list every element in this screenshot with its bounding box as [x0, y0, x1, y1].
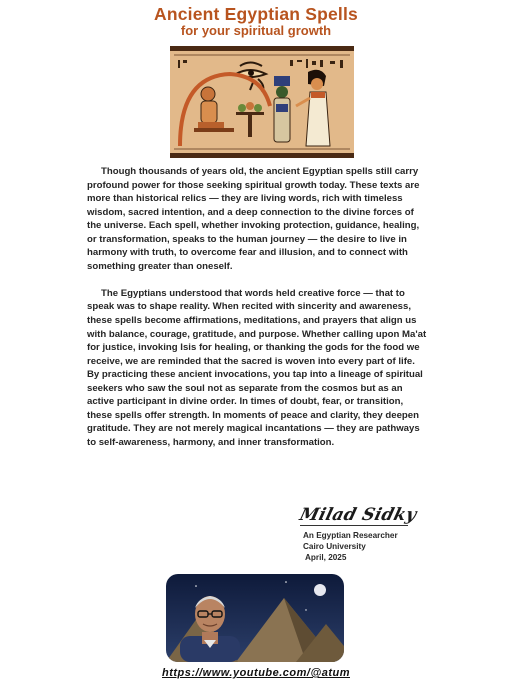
- author-role: An Egyptian Researcher: [303, 531, 398, 540]
- papyrus-illustration: [170, 46, 354, 158]
- signature-underline: [300, 525, 408, 526]
- page-subtitle: for your spiritual growth: [180, 23, 332, 38]
- page-title: Ancient Egyptian Spells: [154, 4, 358, 24]
- article-paragraph: The Egyptians understood that words held creative force — that to speak was to shape reality. When recited with sincerity and awareness, these spells become affirmations, meditations, and prayers that align us with balance, courage, gratitude, and purpose. Whether calling upon Ma'at for justice, invoking Isis for healing, or thanking the gods for the food we receive, we are reminded that the sacred is woven into every part of life.: [87, 287, 427, 367]
- youtube-link[interactable]: https://www.youtube.com/@atum: [162, 667, 350, 679]
- author-date: April, 2025: [305, 553, 347, 562]
- article-paragraph: Though thousands of years old, the ancient Egyptian spells still carry profound power for those seeking spiritual growth today. These texts are more than historical relics — they are living words, rich with timeless wisdom, sacred intention, and a deep connection to the divine forces of the universe. Each spell, whether invoking protection, guidance, healing, or transformation, speaks to the human journey — the desire to live in harmony with truth, to overcome fear and illusion, and to connect with something greater than oneself.: [87, 166, 420, 272]
- article-paragraph: By practicing these ancient invocations, you tap into a lineage of spiritual seekers who saw the soul not as separate from the cosmos but as an active participant in divine order. In times of doubt, fear, or transition, these spells offer strength. In moments of peace and clarity, they deepen gratitude. They are not merely magical incantations — they are pathways to self-awareness, harmony, and inner transformation.: [87, 369, 423, 448]
- author-signature: Milad Sidky: [297, 505, 419, 525]
- author-block: [303, 530, 398, 563]
- article-body: [87, 165, 427, 449]
- author-affiliation: Cairo University: [303, 542, 366, 551]
- author-photo: [166, 574, 344, 662]
